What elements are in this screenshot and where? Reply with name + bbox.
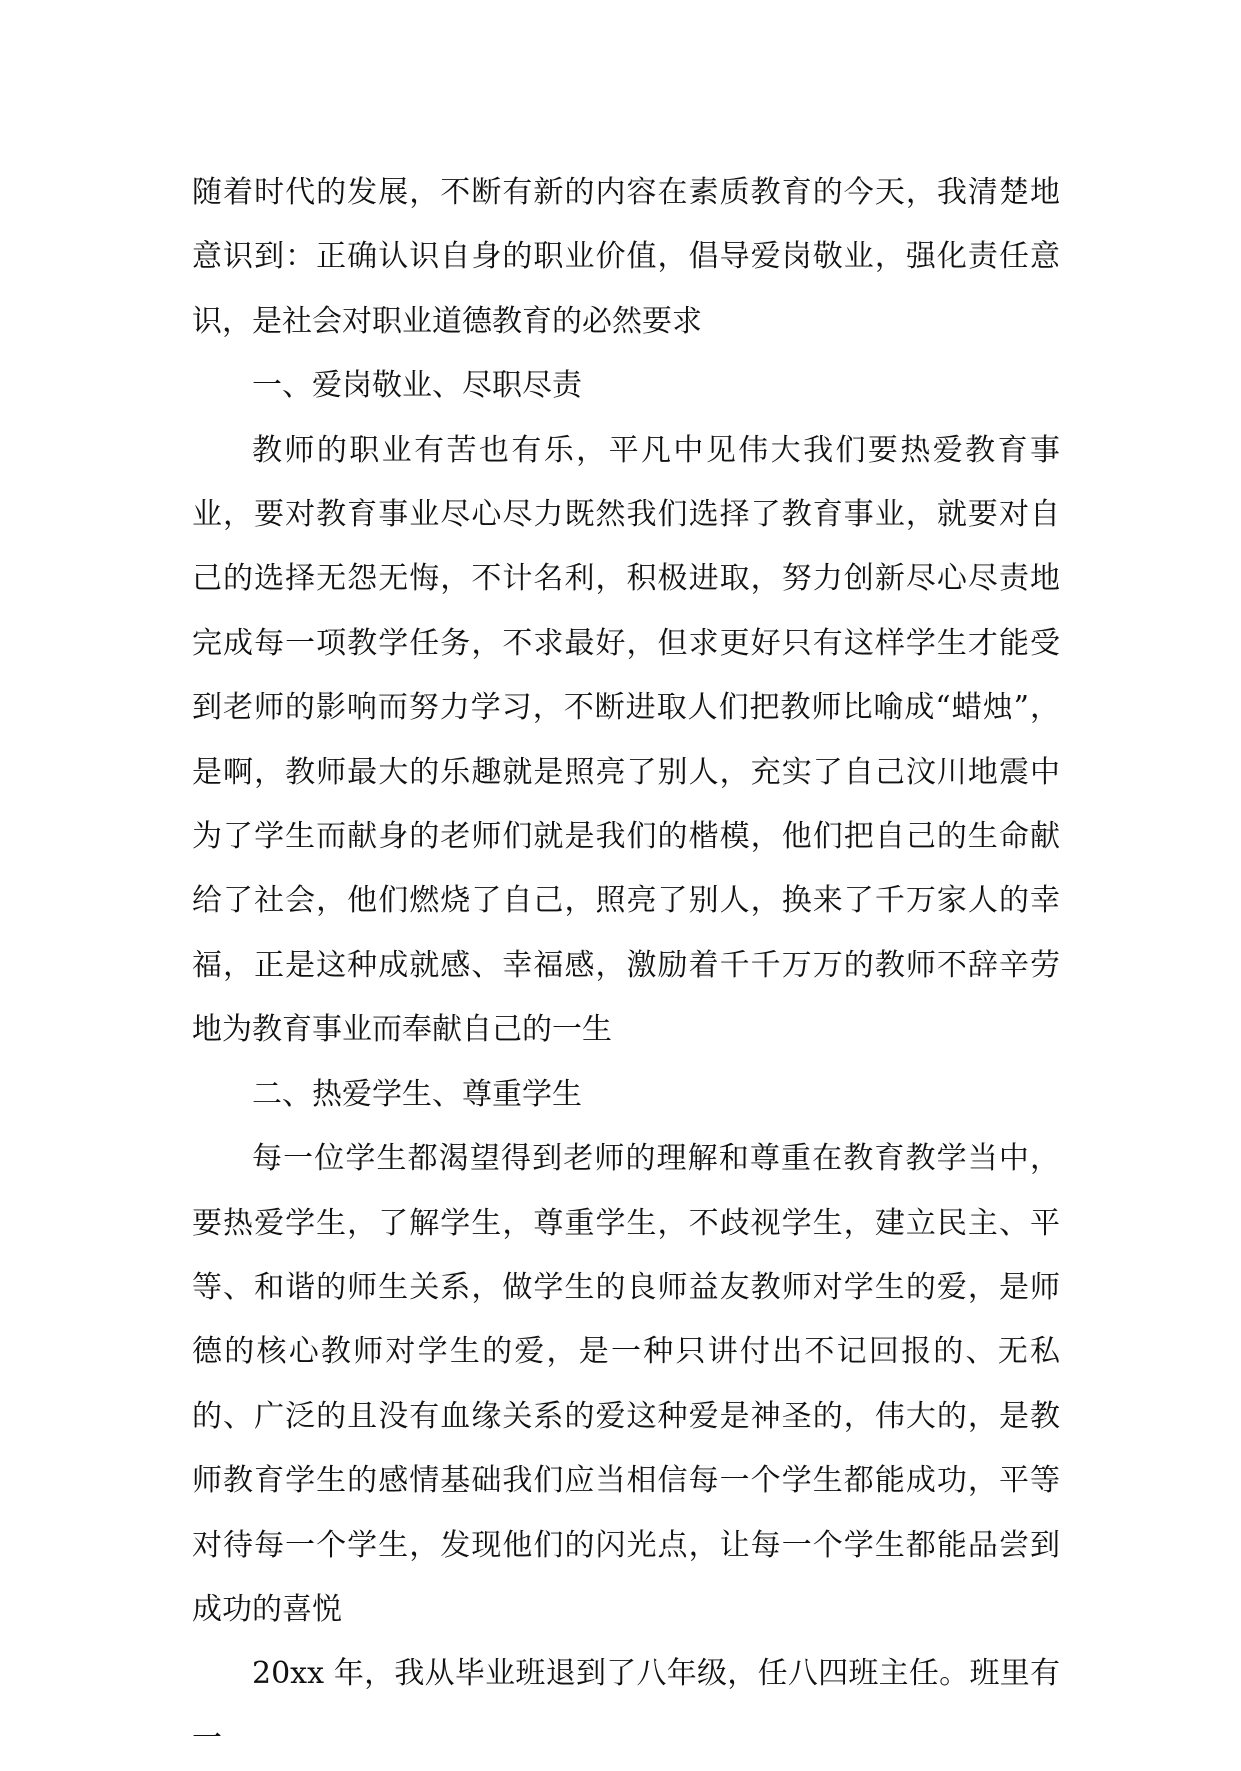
paragraph-section-2: 每一位学生都渴望得到老师的理解和尊重在教育教学当中，要热爱学生，了解学生，尊重学生，不歧视学生，建立民主、平等、和谐的师生关系，做学生的良师益友教师对学生的爱，是师德的核心教师对学生的爱，是一种只讲付出不记回报的、无私的、广泛的且没有血缘关系的爱这种爱是神圣的，伟大的，是教师教育学生的感情基础我们应当相信每一个学生都能成功，平等对待每一个学生，发现他们的闪光点，让每一个学生都能品尝到成功的喜悦 [192,1141,1060,1627]
section-heading-1: 一、爱岗敬业、尽职尽责 [252,368,582,404]
section-heading-2: 二、热爱学生、尊重学生 [252,1076,582,1112]
paragraph-intro: 随着时代的发展，不断有新的内容在素质教育的今天，我清楚地意识到：正确认识自身的职业价值，倡导爱岗敬业，强化责任意识，是社会对职业道德教育的必然要求 [192,175,1060,339]
document-body [192,161,1060,1771]
paragraph-story-start: 20xx 年，我从毕业班退到了八年级，任八四班主任。班里有一 [192,1656,1060,1756]
paragraph-section-1: 教师的职业有苦也有乐，平凡中见伟大我们要热爱教育事业，要对教育事业尽心尽力既然我们选择了教育事业，就要对自己的选择无怨无悔，不计名利，积极进取，努力创新尽心尽责地完成每一项教学任务，不求最好，但求更好只有这样学生才能受到老师的影响而努力学习，不断进取人们把教师比喻成“蜡烛”，是啊，教师最大的乐趣就是照亮了别人，充实了自己汶川地震中为了学生而献身的老师们就是我们的楷模，他们把自己的生命献给了社会，他们燃烧了自己，照亮了别人，换来了千万家人的幸福，正是这种成就感、幸福感，激励着千千万万的教师不辞辛劳地为教育事业而奉献自己的一生 [192,432,1060,1048]
